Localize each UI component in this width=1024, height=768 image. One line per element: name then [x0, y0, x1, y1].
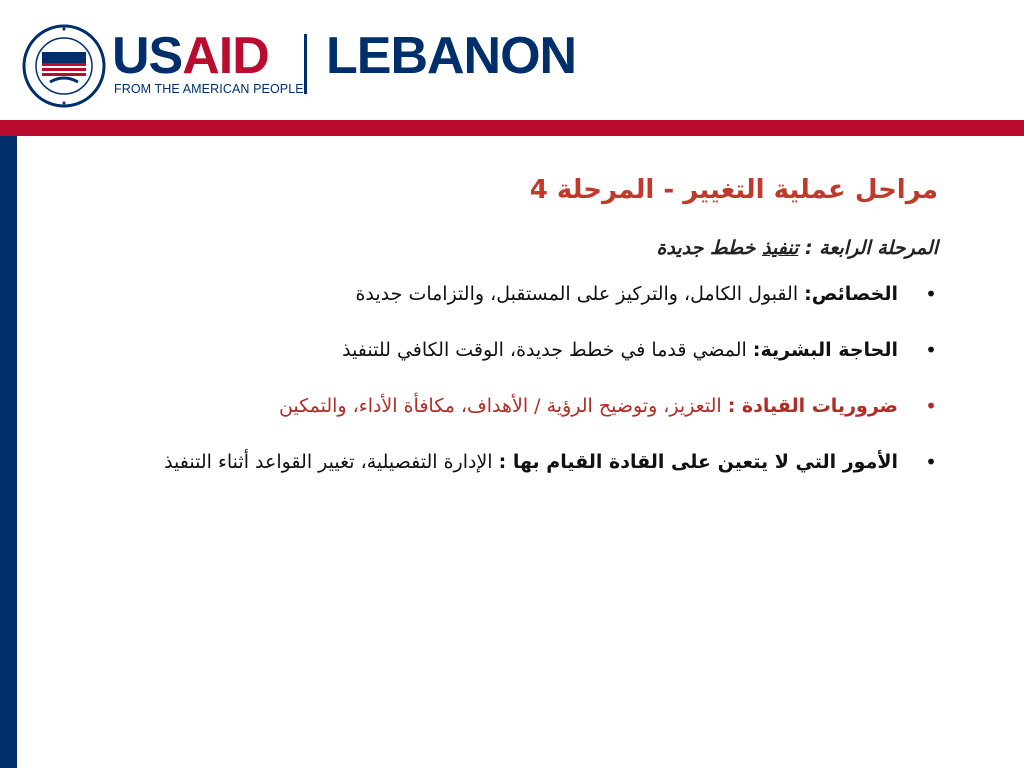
bullet-text: المضي قدما في خطط جديدة، الوقت الكافي للتنفيذ — [342, 339, 753, 361]
header-red-band — [0, 120, 1024, 136]
stage-prefix: المرحلة الرابعة : — [798, 237, 938, 259]
bullet-text: التعزيز، وتوضيح الرؤية / الأهداف، مكافأة الأداء، والتمكين — [278, 395, 728, 417]
slide-header — [0, 0, 1024, 120]
logo-divider — [304, 34, 307, 94]
bullet-text: القبول الكامل، والتركيز على المستقبل، والتزامات جديدة — [355, 283, 805, 305]
bullet-icon: • — [925, 282, 937, 306]
bullet-term: ضروريات القيادة : — [727, 395, 898, 417]
bullet-term: الحاجة البشرية: — [752, 339, 898, 361]
stage-subtitle — [60, 234, 938, 262]
slide-title: مراحل عملية التغيير - المرحلة 4 — [529, 175, 938, 205]
stage-rest: خطط جديدة — [656, 237, 762, 259]
bullet-list — [60, 280, 938, 476]
left-blue-bar — [0, 136, 17, 768]
bullet-term: الخصائص: — [804, 283, 898, 305]
list-item — [60, 280, 938, 308]
logo-country: LEBANON — [326, 27, 577, 85]
slide-content — [60, 160, 938, 504]
list-item — [60, 336, 938, 364]
stage-underlined: تنفيذ — [761, 237, 799, 259]
logo-primary: USAID — [112, 27, 269, 85]
bullet-term: الأمور التي لا يتعين على القادة القيام بها : — [498, 451, 898, 473]
bullet-text: الإدارة التفصيلية، تغيير القواعد أثناء التنفيذ — [164, 451, 499, 473]
list-item — [60, 392, 938, 420]
bullet-icon: • — [925, 338, 937, 362]
bullet-icon: • — [925, 450, 937, 474]
usaid-seal-icon — [22, 24, 106, 108]
list-item — [60, 448, 938, 476]
logo-tagline: FROM THE AMERICAN PEOPLE — [114, 82, 304, 96]
bullet-icon: • — [925, 394, 937, 418]
